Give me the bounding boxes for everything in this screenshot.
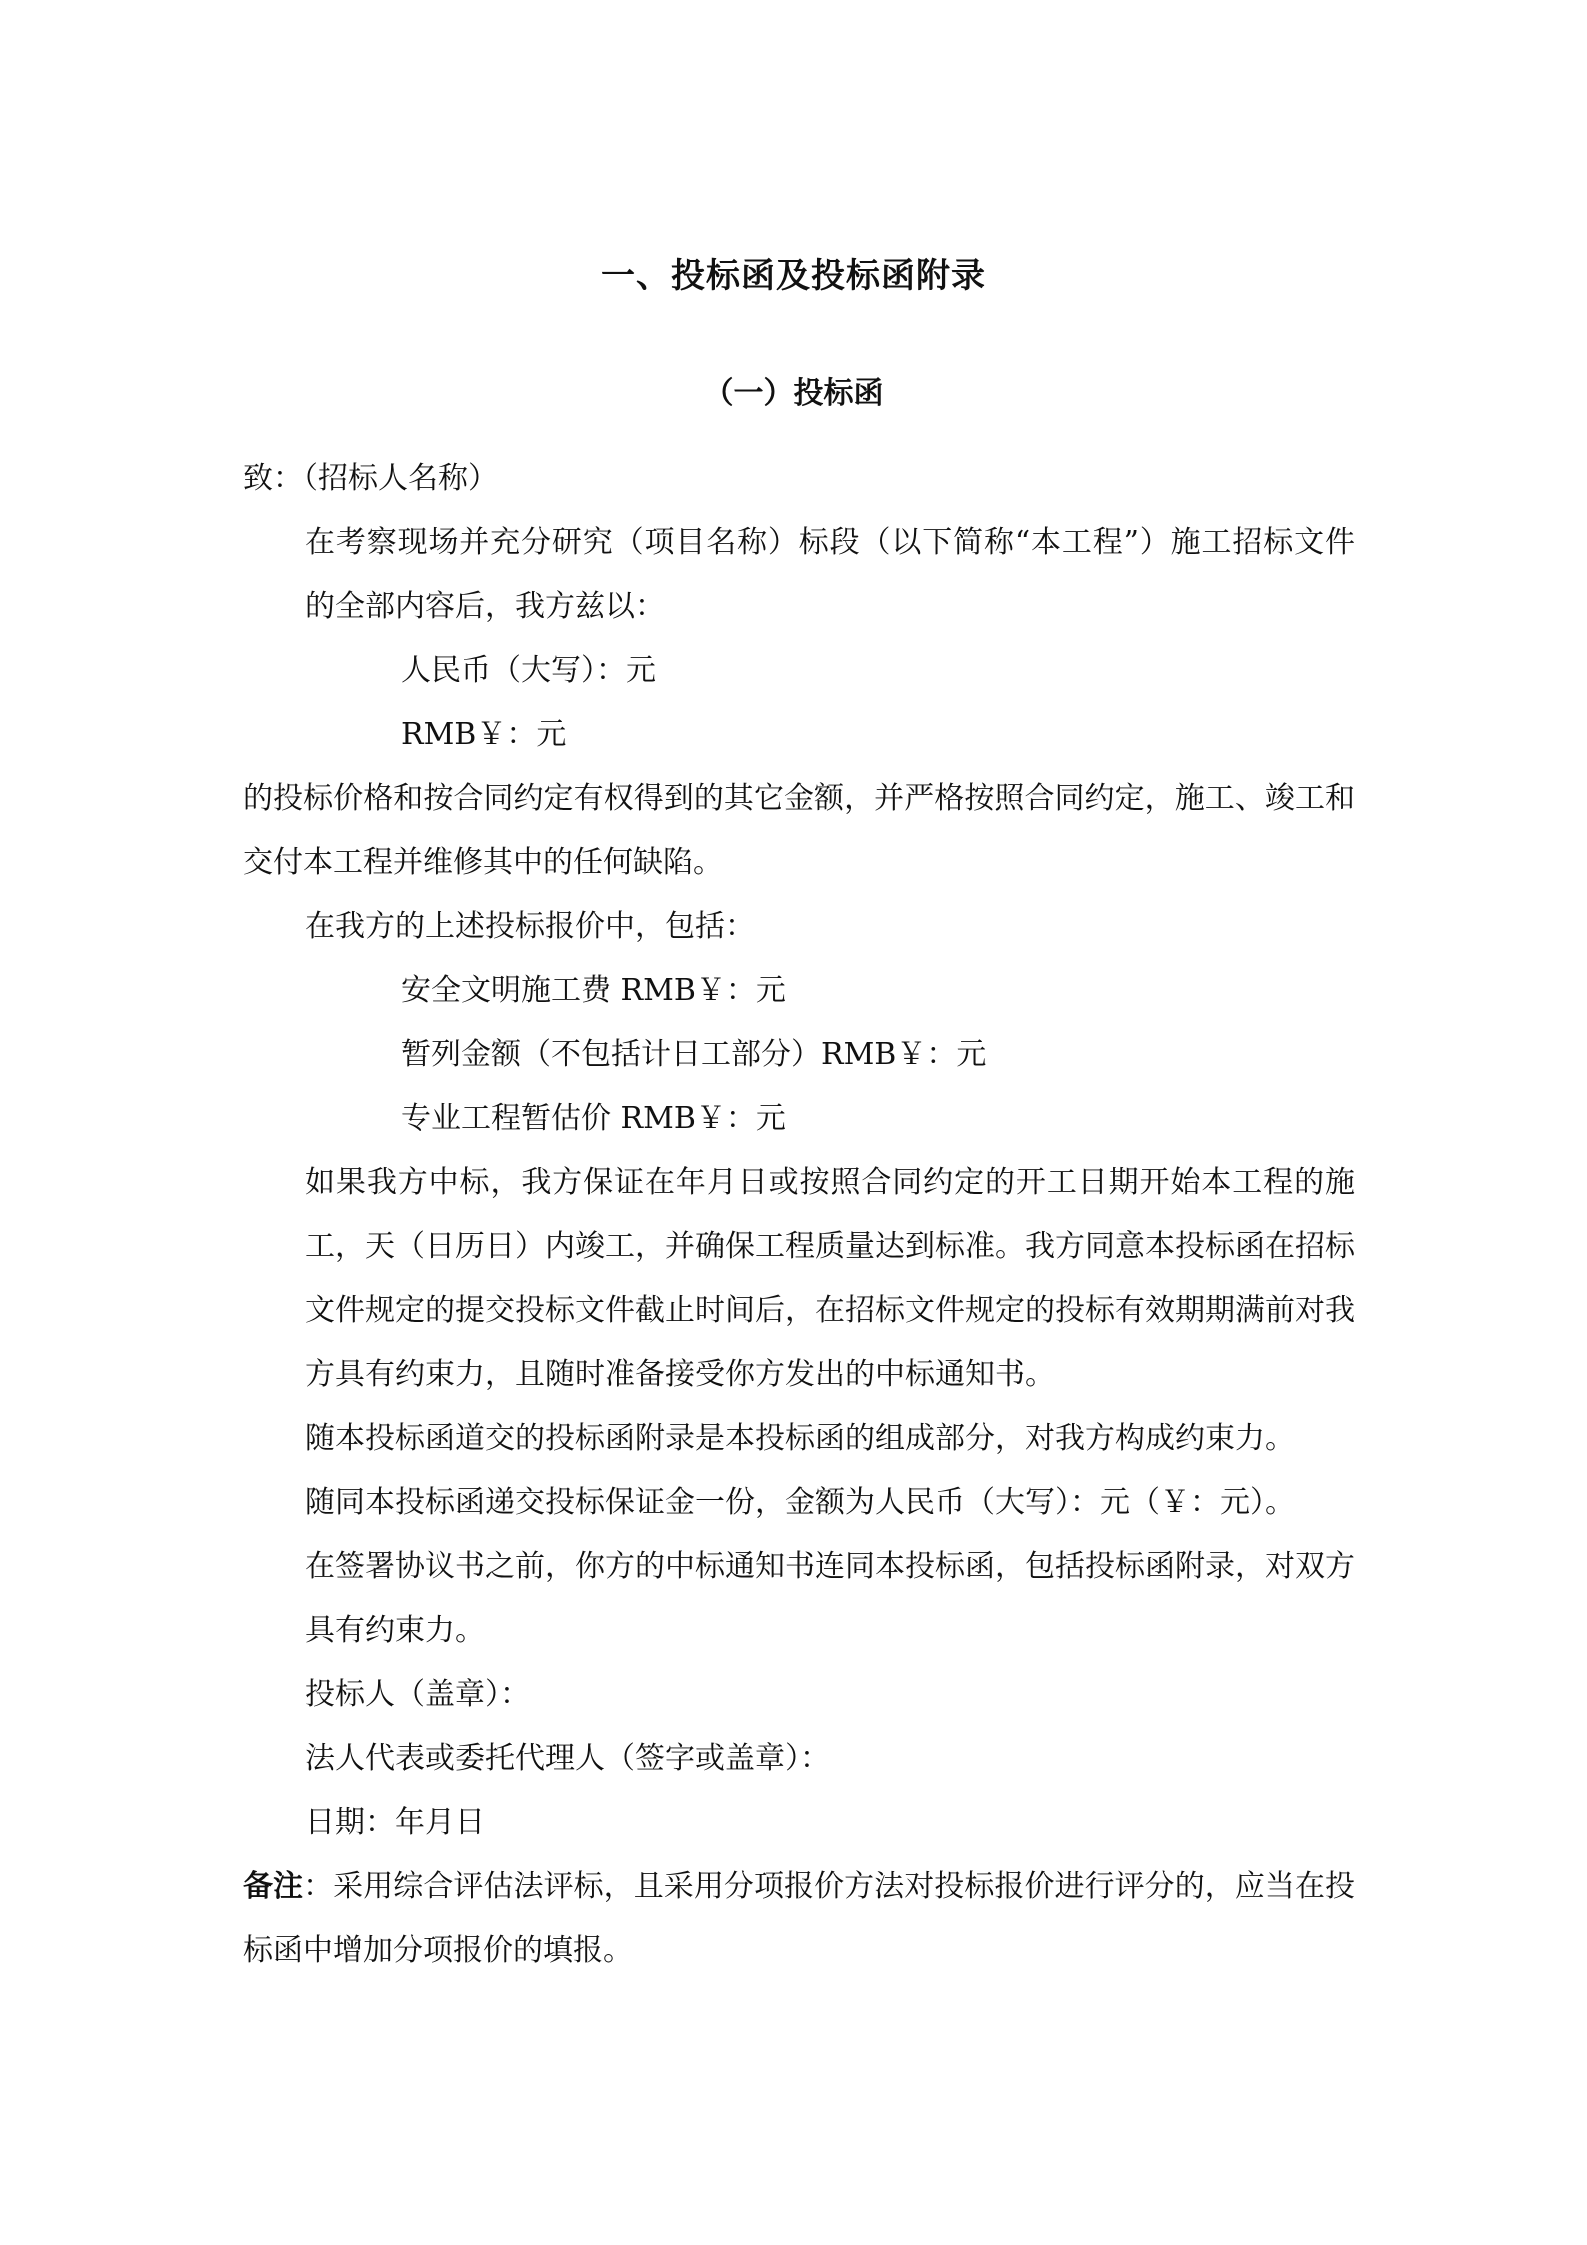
note-label: 备注 [243, 1869, 304, 1904]
paragraph-binding: 在签署协议书之前，你方的中标通知书连同本投标函，包括投标函附录，对双方具有约束力。 [305, 1549, 1355, 1648]
document-body [243, 447, 1355, 1983]
amount-words-line: 人民币（大写）：元 [401, 653, 656, 688]
paragraph-bond: 随同本投标函递交投标保证金一份，金额为人民币（大写）：元（￥：元）。 [305, 1485, 1295, 1520]
date-line: 日期：年月日 [305, 1805, 485, 1840]
amount-figure-line: RMB￥：元 [401, 717, 567, 752]
addressee-line: 致：（招标人名称） [243, 461, 498, 496]
paragraph-includes: 在我方的上述投标报价中，包括： [305, 909, 755, 944]
paragraph-intro: 在考察现场并充分研究（项目名称）标段（以下简称“本工程”）施工招标文件的全部内容后，我方兹以： [305, 525, 1355, 624]
list-item: 安全文明施工费 RMB￥：元 [401, 973, 786, 1008]
signer-line: 投标人（盖章）： [305, 1677, 530, 1712]
list-item: 专业工程暂估价 RMB￥：元 [401, 1101, 786, 1136]
page-title: 一、投标函及投标函附录 [601, 256, 986, 296]
paragraph-appendix: 随本投标函道交的投标函附录是本投标函的组成部分，对我方构成约束力。 [305, 1421, 1295, 1456]
paragraph-bid-price: 的投标价格和按合同约定有权得到的其它金额，并严格按照合同约定，施工、竣工和交付本工程并维修其中的任何缺陷。 [243, 781, 1355, 880]
note-text: ：采用综合评估法评标，且采用分项报价方法对投标报价进行评分的，应当在投标函中增加分项报价的填报。 [243, 1869, 1356, 1968]
representative-line: 法人代表或委托代理人（签字或盖章）： [305, 1741, 830, 1776]
list-item: 暂列金额（不包括计日工部分）RMB￥：元 [401, 1037, 987, 1072]
section-title: （一）投标函 [703, 376, 884, 411]
paragraph-award: 如果我方中标，我方保证在年月日或按照合同约定的开工日期开始本工程的施工，天（日历日）内竣工，并确保工程质量达到标准。我方同意本投标函在招标文件规定的提交投标文件截止时间后，在招标文件规定的投标有效期期满前对我方具有约束力，且随时准备接受你方发出的中标通知书。 [305, 1165, 1355, 1392]
note-paragraph [243, 1855, 1355, 1983]
